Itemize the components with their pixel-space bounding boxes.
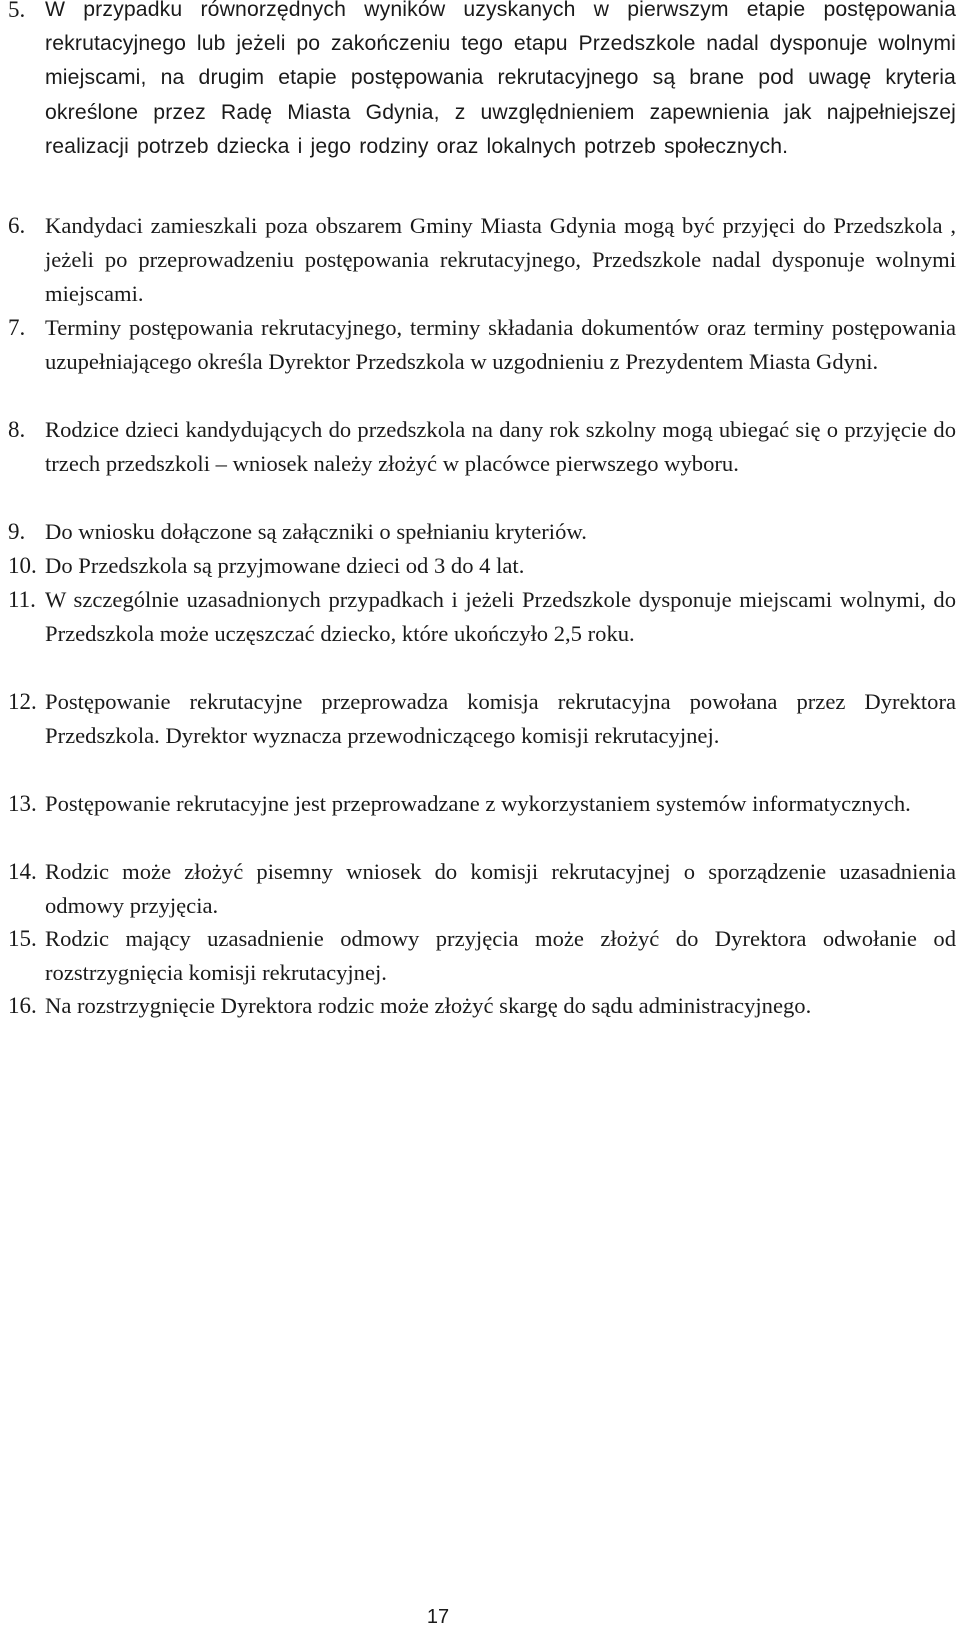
list-item-number: 9. xyxy=(8,519,26,544)
list-item-number: 5. xyxy=(8,0,26,22)
list-item-text: Rodzic może złożyć pisemny wniosek do komisji rekrutacyjnej o sporządzenie uzasadnienia odmowy przyjęcia. xyxy=(45,859,956,919)
list-item-text: Rodzice dzieci kandydujących do przedszkola na dany rok szkolny mogą ubiegać się o przyjęcie do trzech przedszkoli – wniosek należy złożyć w placówce pierwszego wyboru. xyxy=(45,417,956,477)
list-item-number: 8. xyxy=(8,417,26,442)
list-item-text: Kandydaci zamieszkali poza obszarem Gminy Miasta Gdynia mogą być przyjęci do Przedszkola , jeżeli po przeprowadzeniu postępowania rekrutacyjnego, Przedszkole nadal dysponuje wolnymi miejscami. xyxy=(45,213,956,307)
list-item-text: Rodzic mający uzasadnienie odmowy przyjęcia może złożyć do Dyrektora odwołanie od rozstrzygnięcia komisji rekrutacyjnej. xyxy=(45,926,956,986)
list-item-text: Postępowanie rekrutacyjne przeprowadza komisja rekrutacyjna powołana przez Dyrektora Przedszkola. Dyrektor wyznacza przewodniczącego komisji rekrutacyjnej. xyxy=(45,689,956,749)
list-item-number: 11. xyxy=(8,587,36,612)
list-item-text: Do wniosku dołączone są załączniki o spełnianiu kryteriów. xyxy=(45,519,587,544)
page-number: 17 xyxy=(426,1606,450,1628)
list-item-number: 7. xyxy=(8,315,26,340)
list-item-text: Terminy postępowania rekrutacyjnego, terminy składania dokumentów oraz terminy postępowania uzupełniającego określa Dyrektor Przedszkola w uzgodnieniu z Prezydentem Miasta Gdyni. xyxy=(45,315,956,375)
list-item-text: W szczególnie uzasadnionych przypadkach i jeżeli Przedszkole dysponuje miejscami wolnymi, do Przedszkola może uczęszczać dziecko, które ukończyło 2,5 roku. xyxy=(45,587,956,647)
list-item-number: 10. xyxy=(8,553,37,578)
list-item-number: 15. xyxy=(8,926,37,951)
list-item-number: 14. xyxy=(8,859,37,884)
page-footer xyxy=(0,1605,960,1629)
list-item-text: Do Przedszkola są przyjmowane dzieci od 3 do 4 lat. xyxy=(45,553,525,578)
list-item-number: 16. xyxy=(8,993,37,1018)
list-item-text: Postępowanie rekrutacyjne jest przeprowadzane z wykorzystaniem systemów informatycznych. xyxy=(45,791,911,816)
list-item-number: 6. xyxy=(8,213,26,238)
list-item-number: 13. xyxy=(8,791,37,816)
list-item-text: Na rozstrzygnięcie Dyrektora rodzic może złożyć skargę do sądu administracyjnego. xyxy=(45,993,812,1018)
list-item-text: W przypadku równorzędnych wyników uzyskanych w pierwszym etapie postępowania rekrutacyjnego lub jeżeli po zakończeniu tego etapu Przedszkole nadal dysponuje wolnymi miejscami, na drugim etapie postępowania rekrutacyjnego są brane pod uwagę kryteria określone przez Radę Miasta Gdynia, z uwzględnieniem zapewnienia jak najpełniejszej realizacji potrzeb dziecka i jego rodziny oraz lokalnych potrzeb społecznych. xyxy=(45,0,956,158)
list-item-number: 12. xyxy=(8,689,37,714)
